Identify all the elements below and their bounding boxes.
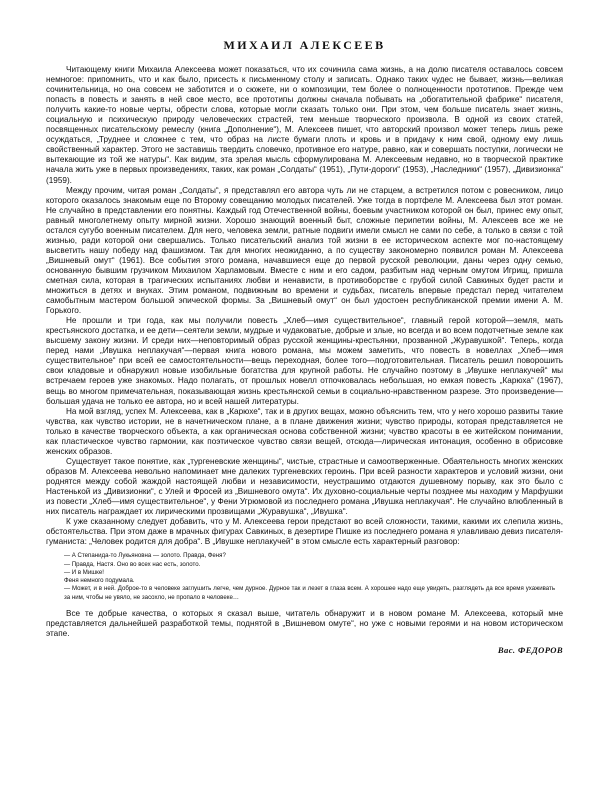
paragraph-author-feelings: На мой взгляд, успех М. Алексеева, как в „Карюхе“, так и в других вещах, можно объяснить тем, что у него хорошо развиты такие чувства, как чувство истории, не в начетническом плане, а в плане движения жизни; чувство природы, которая представляется не только в качестве творческого объекта, а как органическая основа собственной жизни; чувство красоты в ее житейском понимании, как пластическое чувство гармонии, как поэтическое чувство связи вещей, отсюда—лирическая интонация, особенно в обрисовке женских образов. [46, 406, 563, 456]
paragraph-humanist-motto: К уже сказанному следует добавить, что у М. Алексеева герои предстают во всей сложности, такими, какими их слепила жизнь, обстоятельства. При этом даже в мрачных фигурах Савкиных, в дезертире Пишке из последнего романа я улавливаю девиз писателя-гуманиста: „Человек родится для добра“. В „Ивушке неплакучей“ в этом смысле есть характерный разговор: [46, 517, 563, 547]
dialogue-line: Феня немного подумала. [64, 577, 135, 585]
paragraph-bread-novella: Не прошли и три года, как мы получили повесть „Хлеб—имя существительное“, главный герой которой—земля, мать крестьянского достатка, и ее дети—сеятели земли, мудрые и чудаковатые, добрые и злые, но всегда и во всем подотчетные земле как высшему закону жизни. И среди них—неповторимый образ русской женщины-крестьянки, прозванной „Журавушкой“. Теперь, когда перед нами „Ивушка неплакучая“—первая книга нового романа, мы можем заметить, что повесть в новеллах „Хлеб—имя существительное“ при всей ее самостоятельности—вещь переходная, более того—подготовительная. Писатель решил поворошить свои кладовые и обнаружил новые изобильные богатства для крупной работы. Не случайно поэтому в „Ивушке неплакучей“ мы встречаем героев уже знакомых. Надо полагать, от прошлых новелл отпочковалась небольшая, но емкая повесть „Карюха“ (1967), вещь во многом примечательная, показывающая жизнь крестьянской семьи в социально-нравственном разрезе. Это произведение—большая удача не только ее автора, но и всей нашей литературы. [46, 316, 563, 406]
dialogue-line: — И в Мишке! [64, 568, 104, 576]
dialogue-line: — А Степанида-то Лукьяновна — золото. Правда, Феня? [64, 552, 226, 560]
article-title: МИХАИЛ АЛЕКСЕЕВ [223, 38, 386, 52]
quoted-dialogue [64, 552, 563, 602]
paragraph-soldiers-novel: Между прочим, читая роман „Солдаты“, я представлял его автора чуть ли не старцем, а встретился потом с ровесником, лицо которого оказалось знакомым еще по Второму совещанию молодых писателей. Уже тогда в портфеле М. Алексеева был этот роман. Не случайно в представлении его понятны. Каждый год Отечественной войны, боевым участником которой он был, принес ему опыт, равный многолетнему опыту мирной жизни. Хорошо знающий военный быт, сложные перипетии войны, М. Алексеев все же не остался сугубо военным писателем. Для него, человека земли, ратные подвиги имели смысл не сами по себе, а только в связи с той жизнью, ради которой они свершались. Только писательский анализ той жизни в ее историческом аспекте мог по-настоящему высветить нашу победу над фашизмом. Так для многих неожиданно, а по существу закономерно появился роман М. Алексеева „Вишневый омут“ (1961). Все события этого романа, начавшиеся еще до первой русской революции, даны через одну семью, основанную бывшим грузчиком Михаилом Харламовым. Вместе с ним и его садом, разбитым над черным омутом Игрищ, пришла сметная сила, которая в трагических испытаниях любви и ненависти, в противоборстве с грубой силой Савкиных будет расти и множиться в детях и внуках. Этим романом, подвижным во времени и судьбах, писатель впервые предстал перед читателем самобытным мастером большой эпической формы. За „Вишневый омут“ он был удостоен республиканской премии имени А. М. Горького. [46, 185, 563, 316]
dialogue-line: — Может, и в ней. Доброе-то в человеке заглушить легче, чем дурное. Дурное так и лезет в глаза всем. А хорошее надо еще увидеть, разглядеть да все время ухаживать за ним, чтобы не увяло, не засохло, не пропало в человеке… [64, 585, 555, 601]
dialogue-line: — Правда, Настя. Оно во всех нас есть, золото. [64, 560, 201, 568]
article-closing [46, 609, 563, 639]
paragraph-intro: Читающему книги Михаила Алексеева может показаться, что их сочинила сама жизнь, а на долю писателя оставалось совсем немногое: припомнить, что и как было, присесть к письменному столу и записать. Однако таких чудес не бывает, жизнь—великая сочинительница, но она совсем не заботится и о сюжете, ни о композиции, тем более о полноценности прототипов. Прежде чем попасть в повесть и занять в ней свое место, все прототипы должны сначала побывать на „обогатительной фабрике“ писателя, получить какие-то новые черты, обрести слова, которые могли сказать только они. При этом, чем больше писатель знает жизнь, социальную и психическую природу человеческих страстей, тем меньше творческого произвола. В одной из своих статей, посвященных писательскому ремеслу (книга „Дополнение“), М. Алексеев пишет, что авторский произвол может теперь лишь реже осуждаться, „Труднее и сложнее с тем, что образ на листе бумаги плоть и кровь и в придачу к ним свой, одному ему лишь свойственный характер. Этого не заставишь твердить словечко, противное его натуре, равно, как и совершать поступки, логически не вытекающие из той же натуры“. Как видим, эта зрелая мысль сформулирована М. Алексеевым недавно, но в творческой практике начала жить уже в первых произведениях, таких, как роман „Солдаты“ (1951), „Пути-дороги“ (1953), „Наследники“ (1957), „Дивизионка“ (1959). [46, 65, 563, 185]
author-signature: Вас. ФЕДОРОВ [497, 645, 563, 656]
article-body [46, 65, 563, 547]
paragraph-closing: Все те добрые качества, о которых я сказал выше, читатель обнаружит и в новом романе М. Алексеева, который мне представляется дальнейшей разработкой темы, поднятой в „Вишневом омуте“, но уже с новыми героями и на новом историческом этапе. [46, 609, 563, 639]
paragraph-turgenev-women: Существует такое понятие, как „тургеневские женщины“, чистые, страстные и самоотверженные. Обаятельность многих женских образов М. Алексеева невольно напоминает мне далеких тургеневских героинь. При всей разности характеров и условий жизни, они роднятся между собой жаждой настоящей любви и независимости, неустрашимо отдаются душевному порыву, как это было с Настенькой из „Дивизионки“, с Улей и Фросей из „Вишневого омута“. Их духовно-социальные черты позднее мы находим у Марфушки из повести „Хлеб—имя существительное“, у Фени Угрюмовой из последнего романа „Ивушка неплакучая“. Не случайно влюбленный в них писатель награждает их лирическими прозвищами „Журавушка“, „Ивушка“. [46, 456, 563, 517]
